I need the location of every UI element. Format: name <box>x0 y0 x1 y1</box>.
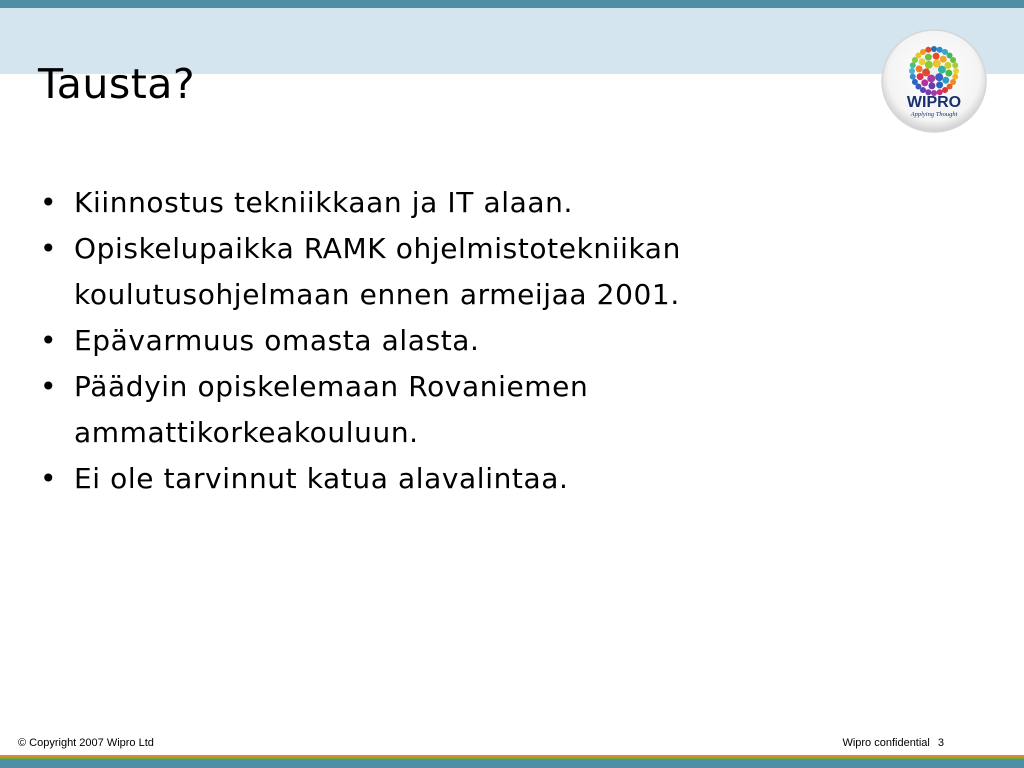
slide-title: Tausta? <box>38 60 196 108</box>
bullet-dot: • <box>40 324 58 357</box>
top-rule <box>0 0 1024 8</box>
bullet-dot: • <box>40 232 58 265</box>
footer-stripe-teal <box>0 759 1024 768</box>
bullet-dot: • <box>40 370 58 403</box>
bullet-text: Epävarmuus omasta alasta. <box>74 324 480 357</box>
bullet-item <box>40 226 840 318</box>
wipro-logo-graphic <box>880 28 988 134</box>
bullet-text: Ei ole tarvinnut katua alavalintaa. <box>74 462 569 495</box>
bullet-dot: • <box>40 186 58 219</box>
bullet-item <box>40 364 840 456</box>
footer-stripes <box>0 755 1024 768</box>
logo-wordmark: WIPRO <box>906 94 962 111</box>
bullet-item <box>40 180 840 226</box>
bullet-list <box>40 180 840 502</box>
wipro-logo <box>880 28 988 134</box>
footer-confidential-label: Wipro confidential <box>842 737 930 749</box>
page-number: 3 <box>937 737 944 749</box>
footer-copyright: © Copyright 2007 Wipro Ltd <box>18 737 154 749</box>
bullet-item <box>40 318 840 364</box>
footer-confidential <box>842 737 944 749</box>
bullet-item <box>40 456 840 502</box>
bullet-text: Kiinnostus tekniikkaan ja IT alaan. <box>74 186 573 219</box>
bullet-text: Päädyin opiskelemaan Rovaniemen ammattikorkeakouluun. <box>74 370 589 449</box>
bullet-dot: • <box>40 462 58 495</box>
bullet-text: Opiskelupaikka RAMK ohjelmistotekniikan koulutusohjelmaan ennen armeijaa 2001. <box>74 232 681 311</box>
logo-tagline: Applying Thought <box>910 111 958 118</box>
